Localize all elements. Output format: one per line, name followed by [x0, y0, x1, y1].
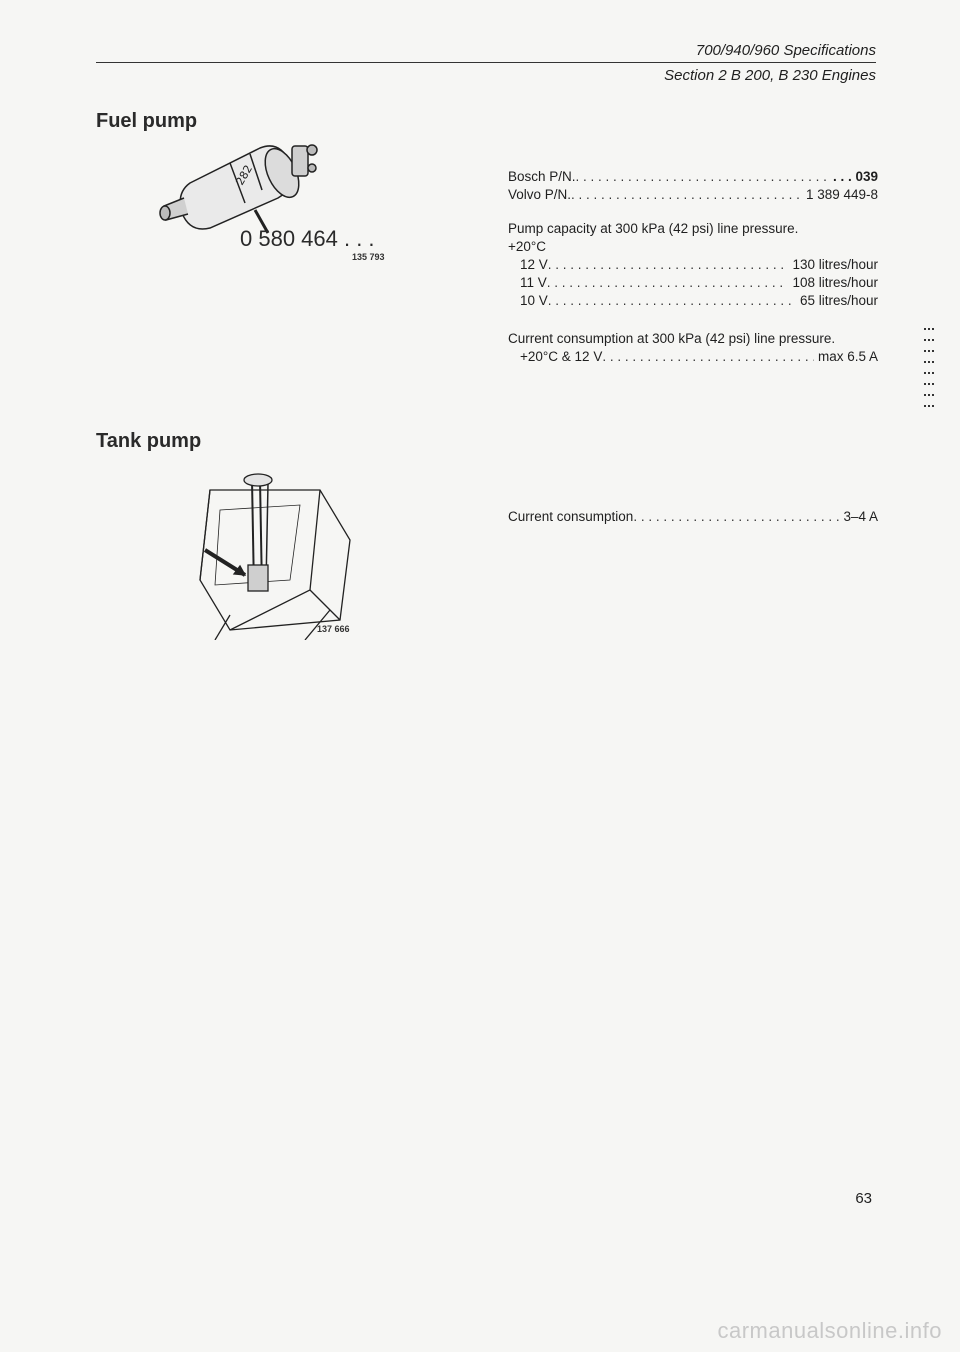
tank-consumption-row: Current consumption . . . 3–4 A — [508, 508, 878, 526]
spec-value: 1 389 449-8 — [805, 187, 878, 202]
tank-pump-illustration — [190, 470, 360, 640]
page-number: 63 — [855, 1190, 872, 1207]
spec-row-volvo — [508, 186, 878, 204]
fuel-pump-part-numbers — [508, 168, 878, 204]
fuel-pump-figure-number: 135 793 — [352, 252, 385, 262]
capacity-row: 10 V . . . 65 litres/hour — [520, 292, 878, 310]
consumption-row: +20°C & 12 V . . . max 6.5 A — [520, 348, 878, 366]
fuel-pump-illustration — [150, 128, 330, 238]
svg-text:282: 282 — [233, 162, 256, 188]
header-section: Section 2 B 200, B 230 Engines — [664, 67, 876, 84]
current-consumption-block — [508, 330, 878, 366]
spec-label: Bosch P/N. — [508, 169, 576, 184]
capacity-row: 12 V . . . 130 litres/hour — [520, 256, 878, 274]
pump-capacity-temp: +20°C — [508, 239, 547, 254]
tank-pump-consumption — [508, 508, 878, 526]
spec-row-bosch — [508, 168, 878, 186]
header-rule — [96, 62, 876, 63]
current-consumption-heading: Current consumption at 300 kPa (42 psi) line pressure. — [508, 331, 836, 346]
tank-pump-figure-number: 137 666 — [317, 624, 350, 634]
watermark: carmanualsonline.info — [717, 1318, 942, 1343]
tank-pump-title: Tank pump — [96, 430, 202, 452]
pump-capacity-block — [508, 220, 878, 310]
spec-label: Volvo P/N. — [508, 187, 572, 202]
header-title: 700/940/960 Specifications — [695, 42, 876, 59]
capacity-row: 11 V . . . 108 litres/hour — [520, 274, 878, 292]
fuel-pump-title: Fuel pump — [96, 110, 198, 132]
spec-value: . . . 039 — [832, 169, 878, 184]
pump-capacity-heading: Pump capacity at 300 kPa (42 psi) line pressure. — [508, 221, 799, 236]
fuel-pump-part-number: 0 580 464 . . . — [240, 226, 375, 251]
side-tab-marks — [924, 328, 934, 416]
